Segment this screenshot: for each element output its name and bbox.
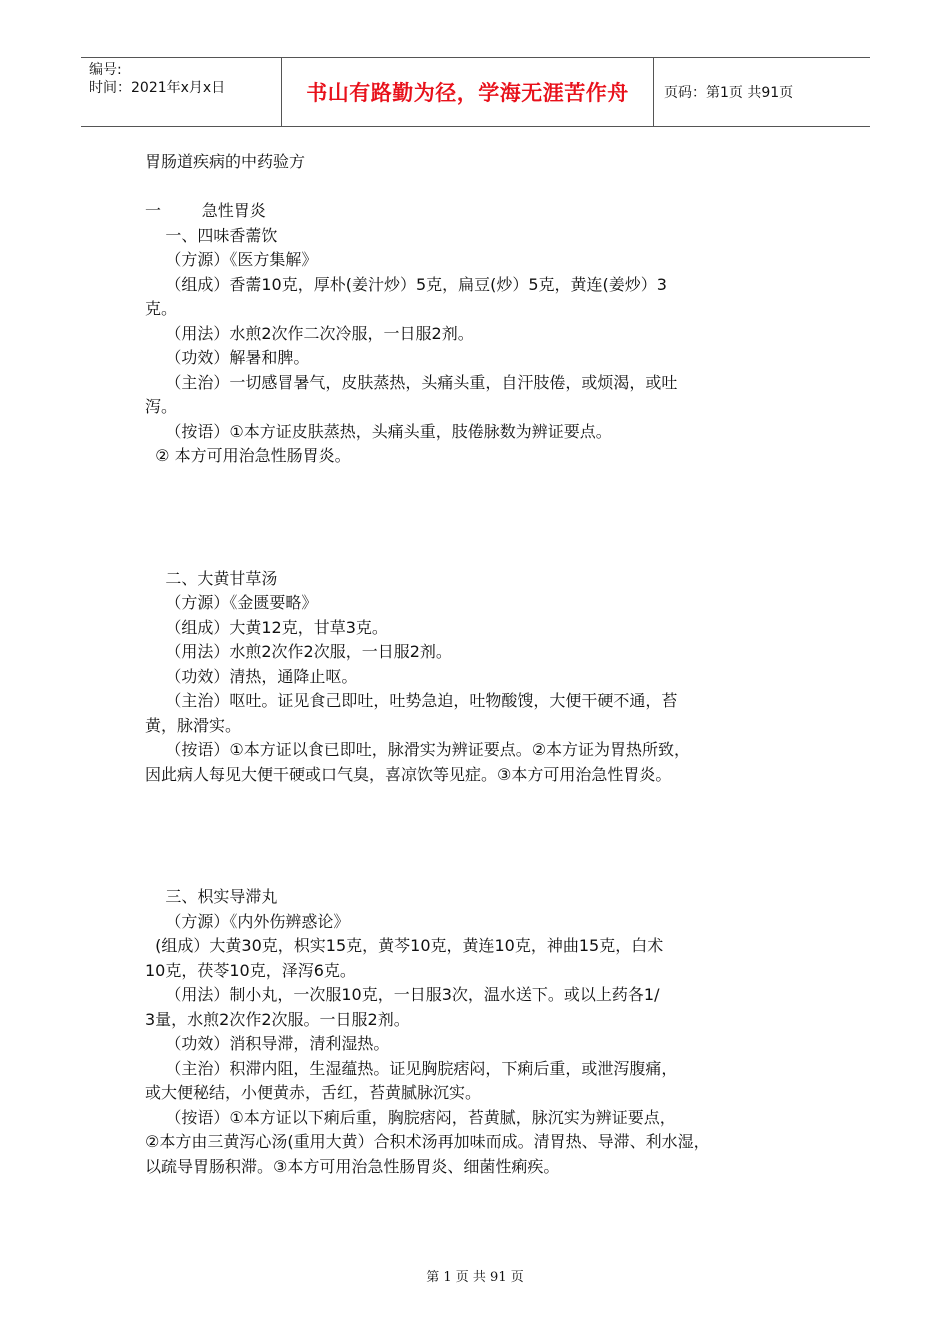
remedy-text-line: （主治）一切感冒暑气，皮肤蒸热，头痛头重，自汗肢倦，或烦渴，或吐 (145, 372, 678, 392)
remedy-text-line: （组成）香薷10克，厚朴(姜汁炒）5克，扁豆(炒）5克，黄连(姜炒）3 (145, 274, 667, 294)
remedy-heading: 三、枳实导滞丸 (145, 887, 278, 906)
remedy-text-line: 或大便秘结，小便黄赤，舌红，苔黄腻脉沉实。 (145, 1083, 482, 1102)
remedy-text-line: 以疏导胃肠积滞。③本方可用治急性肠胃炎、细菌性痢疾。 (145, 1156, 560, 1176)
page-footer: 第 1 页 共 91 页 (426, 1270, 524, 1285)
remedy-text-line: ②本方由三黄泻心汤(重用大黄）合积术汤再加味而成。清胃热、导滞、利水湿， (145, 1132, 710, 1151)
remedy-text-line: （方源）《内外伤辨惑论》 (145, 911, 350, 931)
remedy-section (145, 224, 805, 469)
chapter-heading: 一 急性胃炎 (145, 201, 266, 220)
remedy-section (145, 885, 805, 1179)
remedy-text-line: 克。 (145, 299, 178, 318)
remedy-text-line: （功效）清热，通降止呕。 (145, 666, 358, 686)
document-title: 胃肠道疾病的中药验方 (145, 152, 306, 171)
remedy-text-line: （主治）积滞内阻，生湿蕴热。证见胸脘痞闷，下痢后重，或泄泻腹痛， (145, 1058, 678, 1078)
remedy-text-line: (组成）大黄30克，枳实15克，黄芩10克，黄连10克，神曲15克，白术 (145, 936, 664, 955)
document-date-label: 时间：2021年x月x日 (89, 80, 226, 96)
header-motto: 书山有路勤为径，学海无涯苦作舟 (281, 58, 654, 126)
section-list (145, 224, 805, 1180)
remedy-heading: 二、大黄甘草汤 (145, 568, 278, 588)
remedy-text-line: （按语）①本方证皮肤蒸热，头痛头重，肢倦脉数为辨证要点。 (145, 421, 612, 441)
remedy-text-line: （方源）《金匮要略》 (145, 593, 318, 612)
page-header (81, 57, 870, 127)
remedy-text-line: 因此病人每见大便干硬或口气臭，喜凉饮等见症。③本方可用治急性胃炎。 (145, 764, 672, 784)
header-page-label: 页码：第1页 共91页 (664, 85, 794, 101)
remedy-text-line: （按语）①本方证以食已即吐，脉滑实为辨证要点。②本方证为胃热所致， (145, 740, 691, 759)
remedy-text-line: （用法）制小丸，一次服10克，一日服3次，温水送下。或以上药各1/ (145, 985, 660, 1004)
remedy-heading: 一、四味香薷饮 (145, 225, 278, 245)
remedy-text-line: （功效）消积导滞，清利湿热。 (145, 1034, 390, 1053)
remedy-text-line: ② 本方可用治急性肠胃炎。 (145, 446, 351, 465)
header-meta (81, 58, 281, 126)
document-number-label: 编号: (89, 62, 122, 78)
remedy-text-line: （按语）①本方证以下痢后重，胸脘痞闷，苔黄腻，脉沉实为辨证要点， (145, 1107, 676, 1127)
remedy-text-line: （方源）《医方集解》 (145, 250, 318, 269)
remedy-text-line: （用法）水煎2次作二次冷服，一日服2剂。 (145, 323, 474, 343)
remedy-text-line: 10克，茯苓10克，泽泻6克。 (145, 960, 356, 980)
remedy-section (145, 567, 805, 788)
remedy-text-line: （功效）解暑和脾。 (145, 348, 310, 367)
remedy-text-line: 3量，水煎2次作2次服。一日服2剂。 (145, 1009, 410, 1029)
remedy-text-line: 黄，脉滑实。 (145, 715, 242, 735)
remedy-text-line: （组成）大黄12克，甘草3克。 (145, 617, 388, 637)
document-body (145, 150, 805, 1179)
remedy-text-line: 泻。 (145, 397, 178, 416)
remedy-text-line: （主治）呕吐。证见食己即吐，吐势急迫，吐物酸馊，大便干硬不通，苔 (145, 691, 678, 710)
remedy-text-line: （用法）水煎2次作2次服，一日服2剂。 (145, 642, 452, 661)
